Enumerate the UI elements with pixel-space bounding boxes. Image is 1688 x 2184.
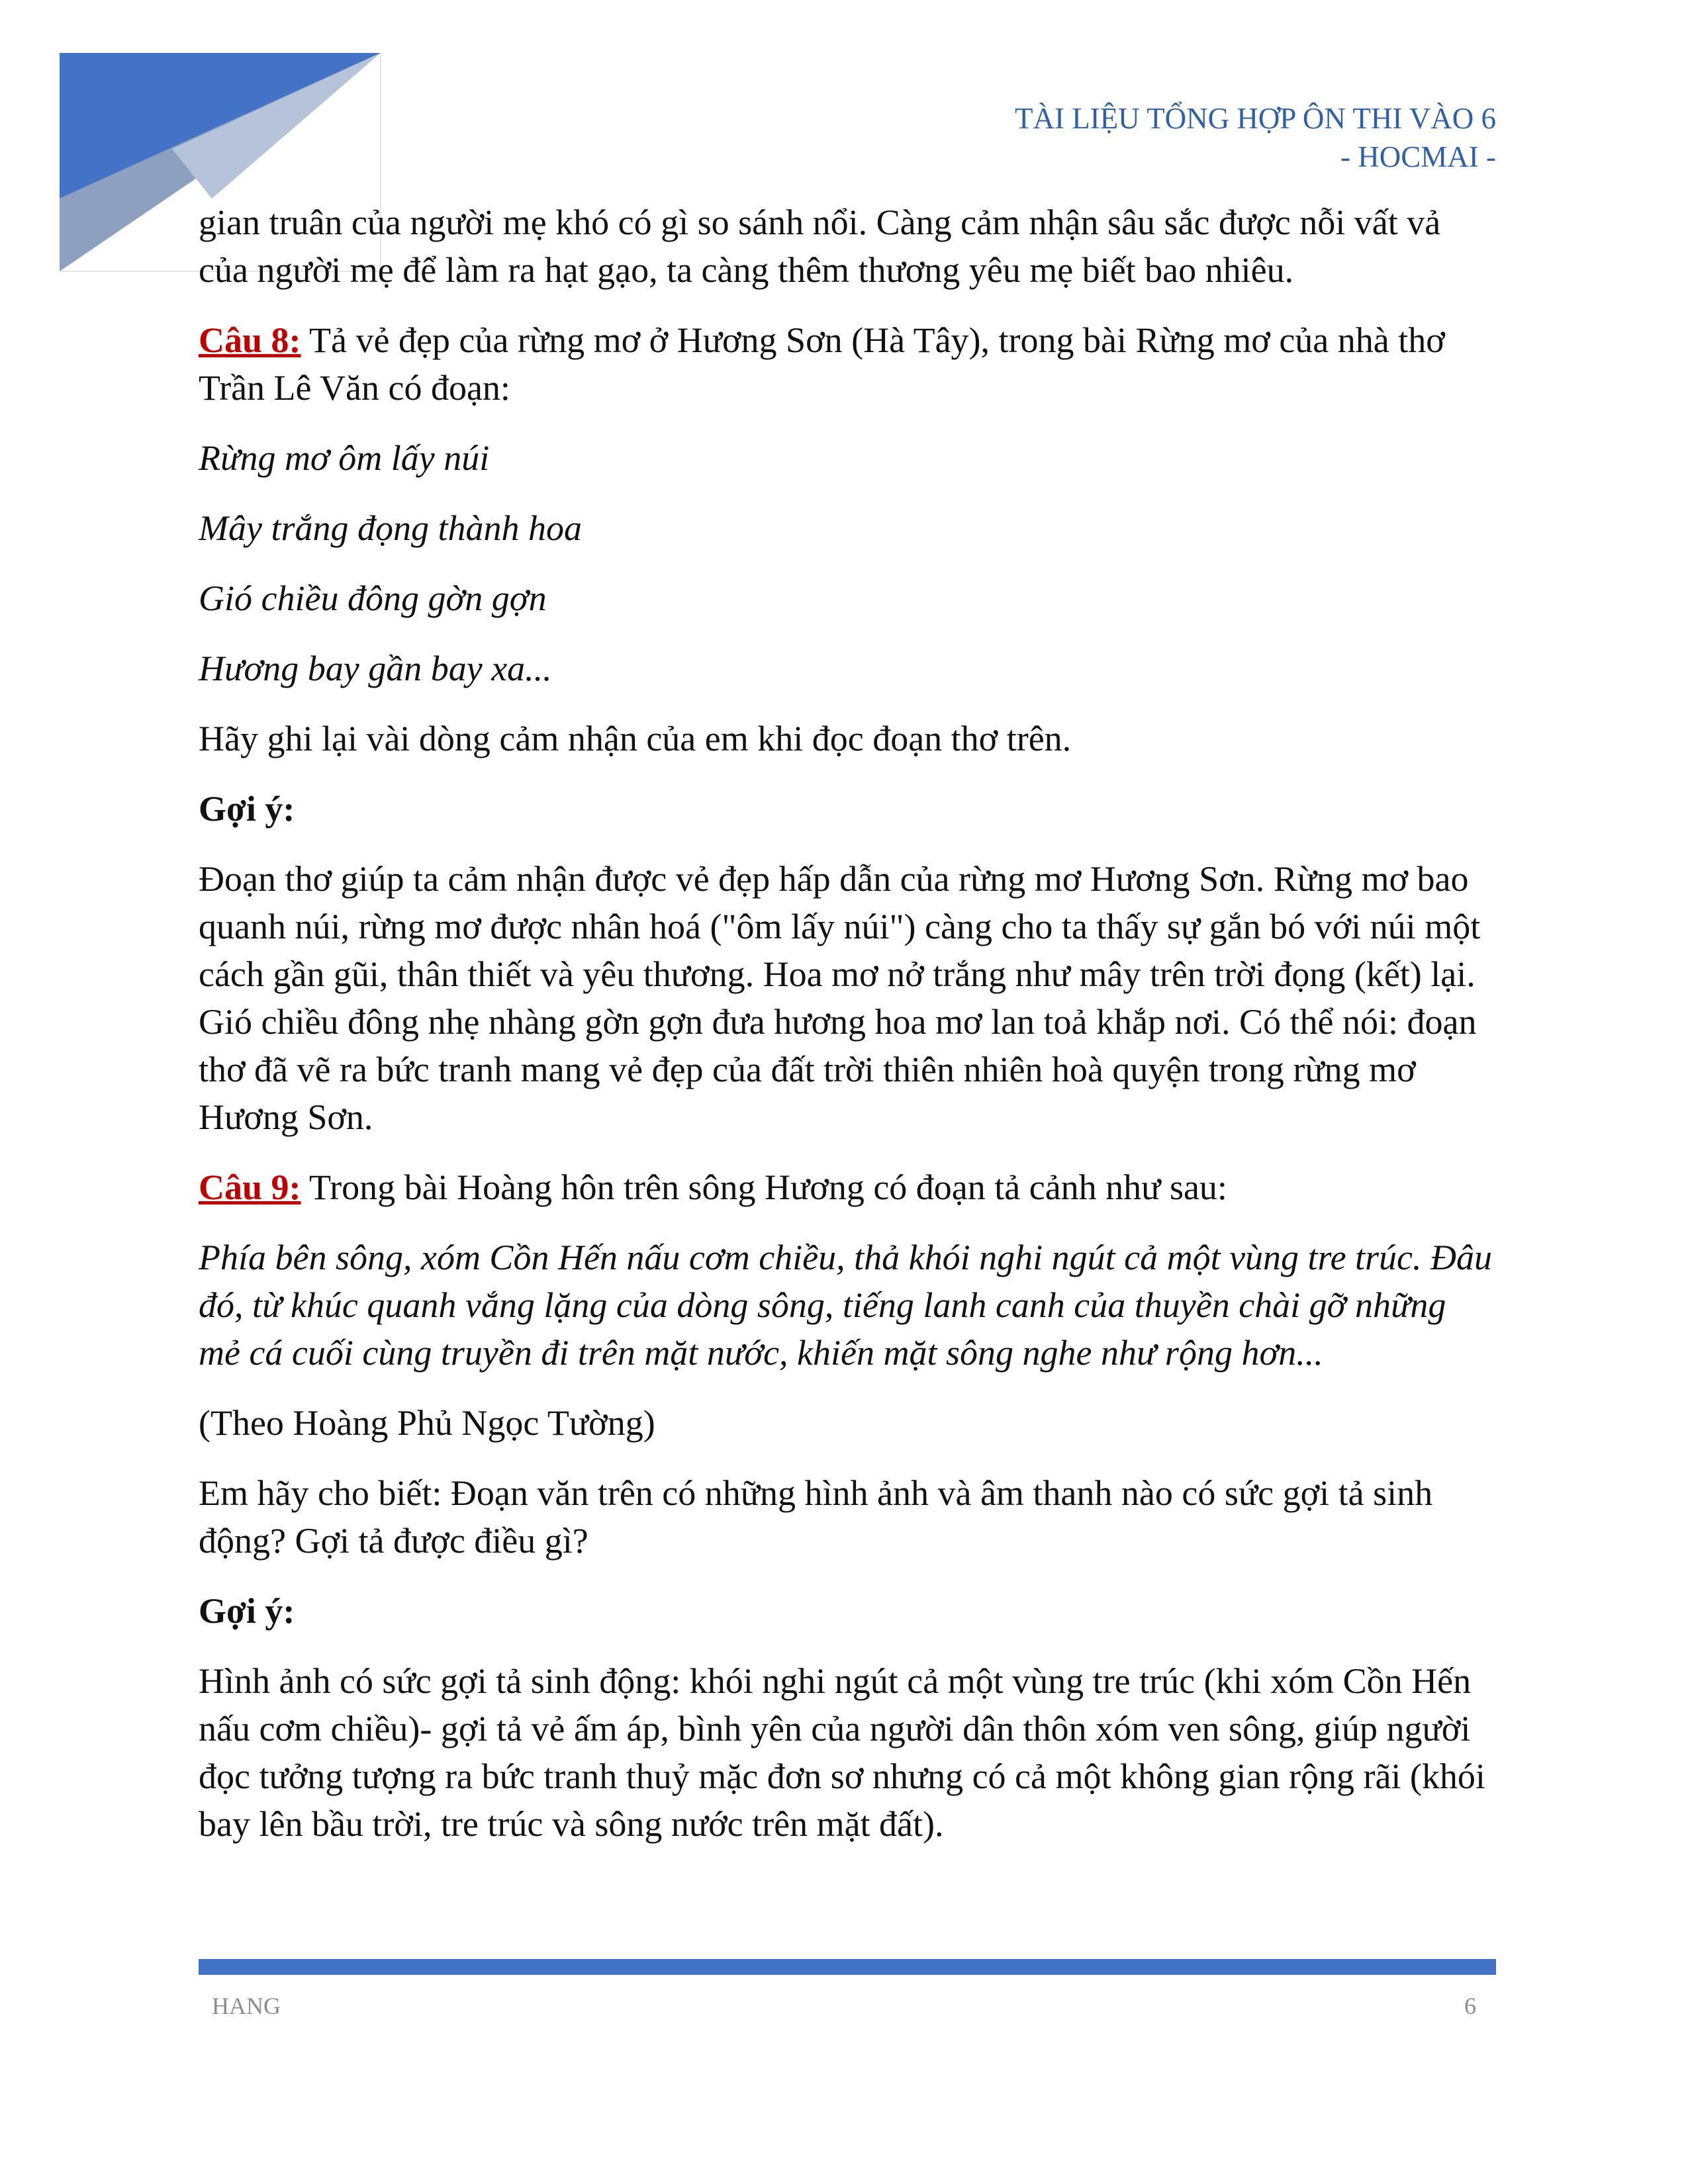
footer-author: HANG: [212, 1993, 281, 2019]
header-subtitle: - HOCMAI -: [1340, 140, 1496, 173]
footer-divider: [199, 1959, 1496, 1975]
poem-line: Gió chiều đông gờn gợn: [199, 578, 547, 618]
document-body: [199, 199, 1496, 1870]
question-9-label: Câu 9:: [199, 1167, 301, 1207]
intro-paragraph: gian truân của người mẹ khó có gì so sánh nổi. Càng cảm nhận sâu sắc được nỗi vất vả của người mẹ để làm ra hạt gạo, ta càng thêm thương yêu mẹ biết bao nhiêu.: [199, 203, 1441, 290]
header-title: TÀI LIỆU TỔNG HỢP ÔN THI VÀO 6: [1014, 102, 1496, 135]
question-9-quote: Phía bên sông, xóm Cồn Hến nấu cơm chiều, thả khói nghi ngút cả một vùng tre trúc. Đâu đó, từ khúc quanh vắng lặng của dòng sông, tiếng lanh canh của thuyền chài gỡ những mẻ cá cuối cùng truyền đi trên mặt nước, khiến mặt sông nghe như rộng hơn...: [199, 1238, 1493, 1373]
question-9-text: Trong bài Hoàng hôn trên sông Hương có đoạn tả cảnh như sau:: [301, 1167, 1227, 1207]
question-8-hint: Đoạn thơ giúp ta cảm nhận được vẻ đẹp hấp dẫn của rừng mơ Hương Sơn. Rừng mơ bao quanh núi, rừng mơ được nhân hoá ("ôm lấy núi") càng cho ta thấy sự gắn bó với núi một cách gần gũi, thân thiết và yêu thương. Hoa mơ nở trắng như mây trên trời đọng (kết) lại. Gió chiều đông nhẹ nhàng gờn gợn đưa hương hoa mơ lan toả khắp nơi. Có thể nói: đoạn thơ đã vẽ ra bức tranh mang vẻ đẹp của đất trời thiên nhiên hoà quyện trong rừng mơ Hương Sơn.: [199, 859, 1481, 1137]
page-number: 6: [1464, 1993, 1476, 2019]
poem-line: Hương bay gần bay xa...: [199, 649, 552, 688]
question-8-prompt: Hãy ghi lại vài dòng cảm nhận của em khi đọc đoạn thơ trên.: [199, 719, 1072, 758]
question-8-label: Câu 8:: [199, 320, 301, 360]
poem-line: Rừng mơ ôm lấy núi: [199, 438, 490, 478]
question-9: [199, 1163, 1496, 1211]
question-9-hint: Hình ảnh có sức gợi tả sinh động: khói nghi ngút cả một vùng tre trúc (khi xóm Cồn Hến nấu cơm chiều)- gợi tả vẻ ấm áp, bình yên của người dân thôn xóm ven sông, giúp người đọc tưởng tượng ra bức tranh thuỷ mặc đơn sơ nhưng có cả một không gian rộng rãi (khói bay lên bầu trời, tre trúc và sông nước trên mặt đất).: [199, 1661, 1485, 1844]
hint-label: Gợi ý:: [199, 1591, 295, 1631]
hint-label: Gợi ý:: [199, 789, 295, 829]
question-8: [199, 316, 1496, 412]
poem-line: Mây trắng đọng thành hoa: [199, 508, 582, 548]
question-9-prompt: Em hãy cho biết: Đoạn văn trên có những hình ảnh và âm thanh nào có sức gợi tả sinh động? Gợi tả được điều gì?: [199, 1473, 1433, 1561]
quote-source: (Theo Hoàng Phủ Ngọc Tường): [199, 1403, 655, 1443]
page-header: [1015, 99, 1496, 176]
question-8-text: Tả vẻ đẹp của rừng mơ ở Hương Sơn (Hà Tây), trong bài Rừng mơ của nhà thơ Trần Lê Văn có đoạn:: [199, 320, 1445, 408]
